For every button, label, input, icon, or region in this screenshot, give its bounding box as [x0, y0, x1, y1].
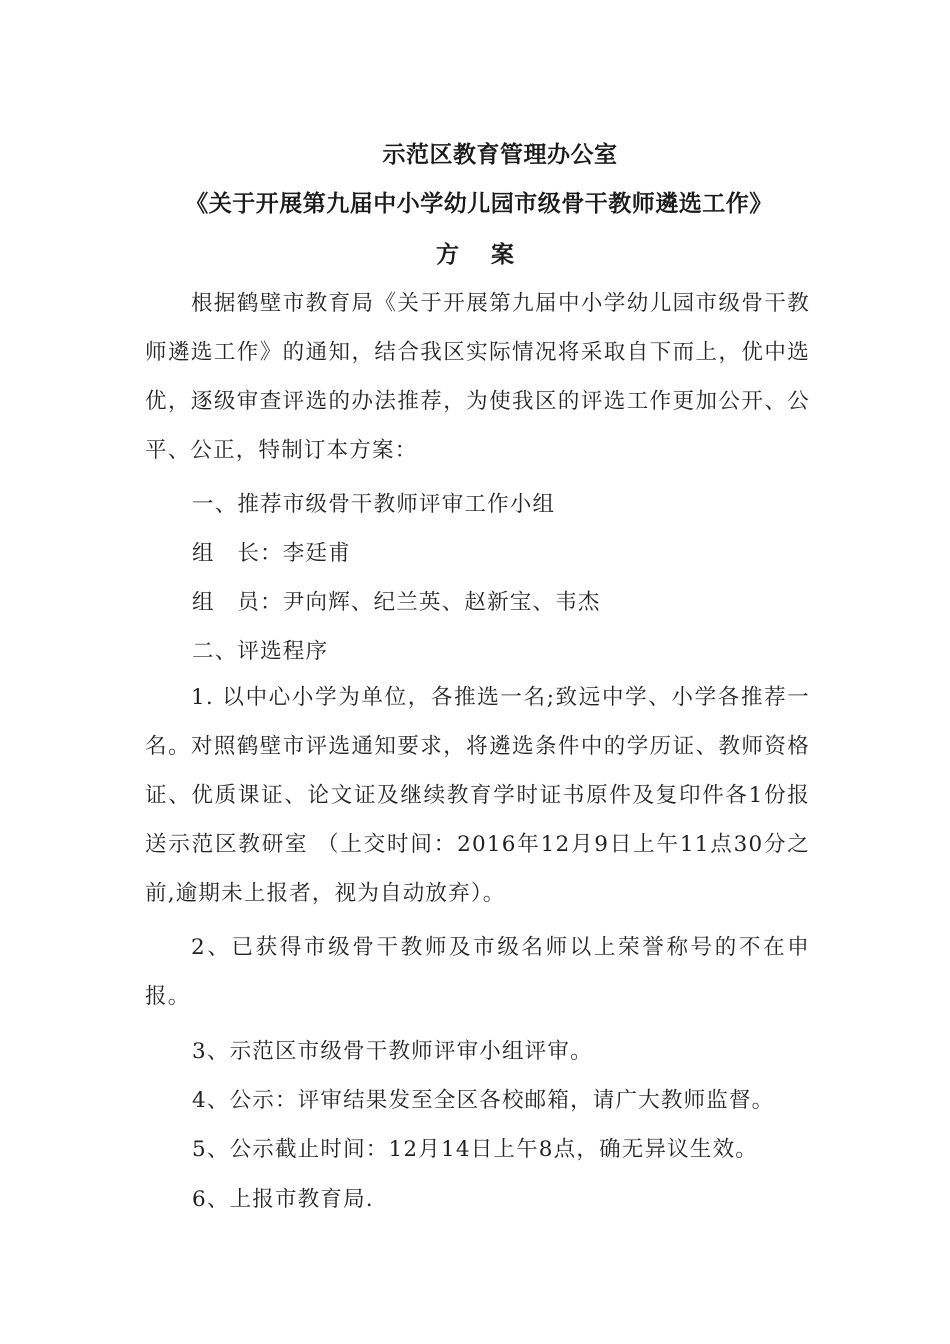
procedure-item-1-block: [145, 673, 810, 918]
procedure-item-2: 2、已获得市级骨干教师及市级名师以上荣誉称号的不在申报。: [145, 935, 810, 1009]
title-office: 示范区教育管理办公室: [382, 142, 618, 168]
title-plan: 方案: [436, 242, 546, 268]
title-notice: 《关于开展第九届中小学幼儿园市级骨干教师遴选工作》: [185, 191, 773, 217]
procedure-item-5: 5、公示截止时间：12月14日上午8点，确无异议生效。: [192, 1137, 758, 1162]
intro-paragraph: 根据鹤壁市教育局《关于开展第九届中小学幼儿园市级骨干教师遴选工作》的通知，结合我区实际情况将采取自下而上，优中选优，逐级审查评选的办法推荐，为使我区的评选工作更加公开、公平、公正，特制订本方案：: [145, 291, 810, 463]
intro-paragraph-block: [145, 279, 810, 475]
group-leader: 组 长：李廷甫: [192, 541, 351, 566]
procedure-item-6: 6、上报市教育局.: [192, 1187, 374, 1212]
procedure-item-3: 3、示范区市级骨干教师评审小组评审。: [192, 1039, 593, 1064]
section1-heading: 一、推荐市级骨干教师评审工作小组: [192, 492, 556, 517]
group-members: 组 员：尹向辉、纪兰英、赵新宝、韦杰: [192, 590, 601, 615]
procedure-item-2-block: [145, 923, 810, 1021]
procedure-item-4: 4、公示：评审结果发至全区各校邮箱，请广大教师监督。: [192, 1088, 775, 1113]
procedure-item-1: 1. 以中心小学为单位，各推选一名;致远中学、小学各推荐一名。对照鹤壁市评选通知要求，将遴选条件中的学历证、教师资格证、优质课证、论文证及继续教育学时证书原件及复印件各1份报送示范区教研室 （上交时间：2016年12月9日上午11点30分之前,逾期未上报者，视为自动放弃）。: [145, 685, 810, 906]
section2-heading: 二、评选程序: [192, 639, 329, 664]
